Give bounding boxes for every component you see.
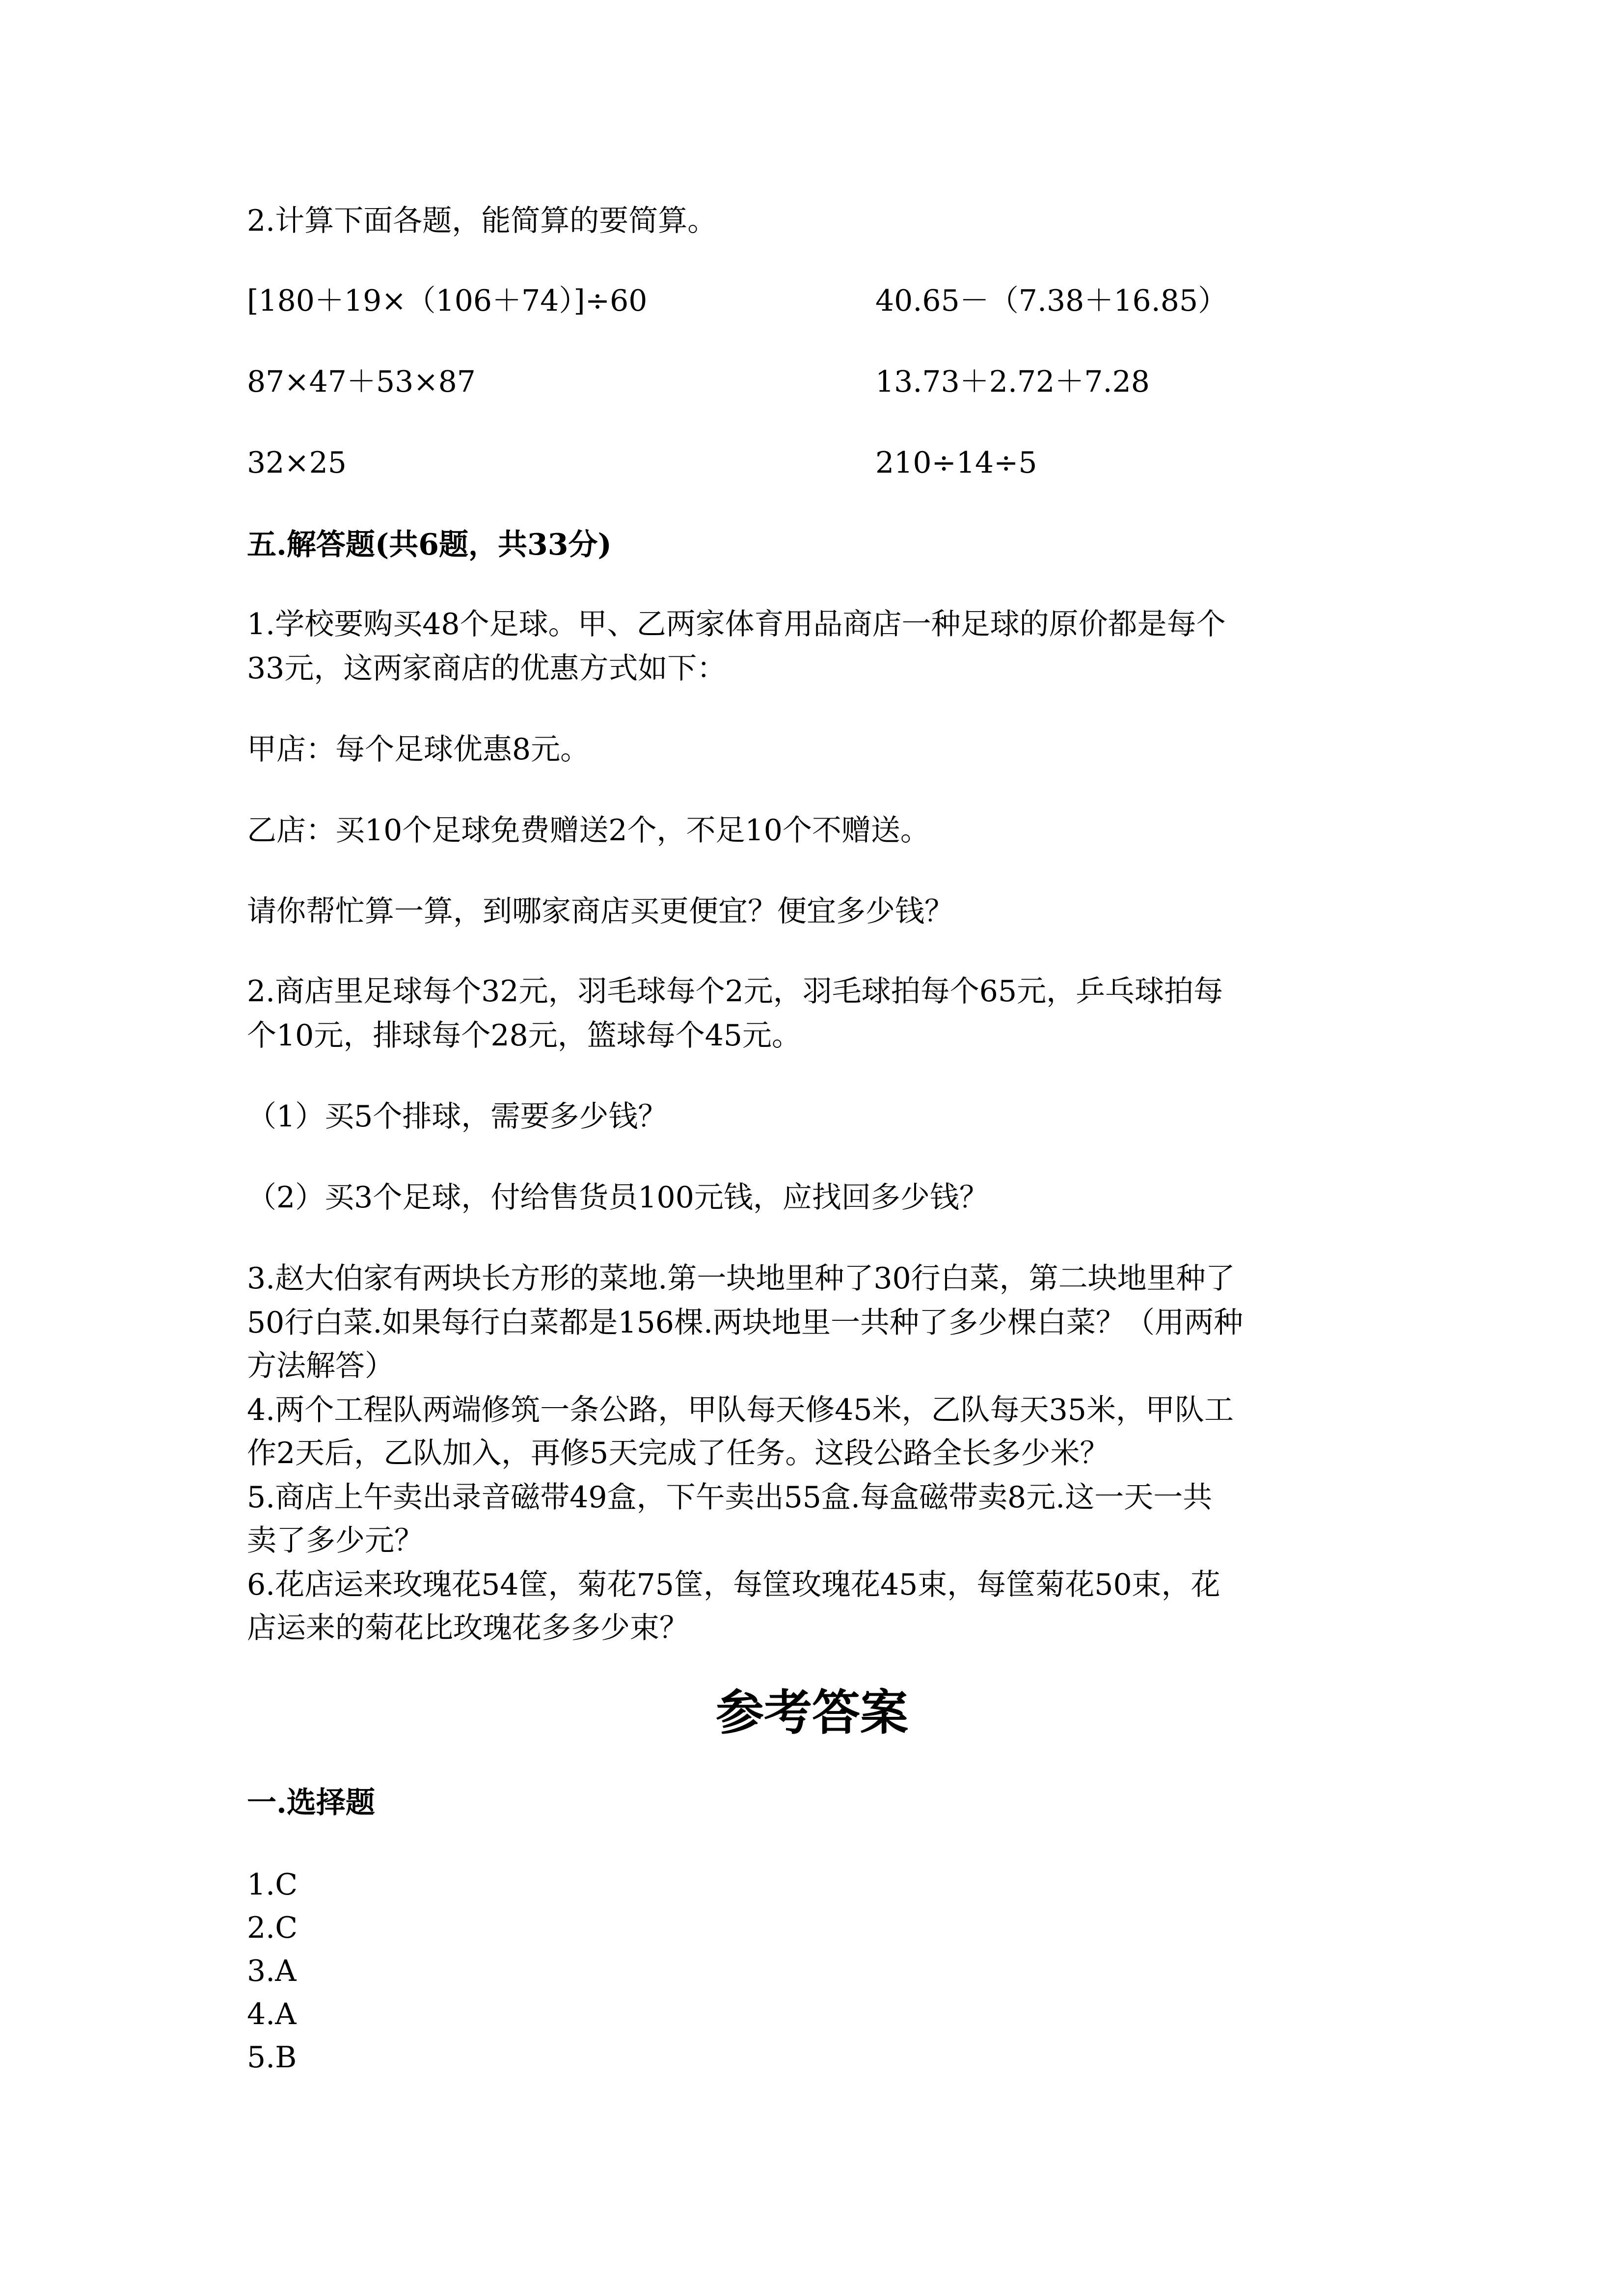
question-text: 1.学校要购买48个足球。甲、乙两家体育用品商店一种足球的原价都是每个 — [247, 607, 1226, 641]
answer-item: 2.C — [247, 1911, 298, 1945]
sub-question: （1）买5个排球，需要多少钱？ — [247, 1099, 668, 1134]
answer-item: 1.C — [247, 1868, 298, 1902]
question-text: 作2天后，乙队加入，再修5天完成了任务。这段公路全长多少米？ — [247, 1436, 1110, 1470]
answer-item: 3.A — [247, 1954, 297, 1988]
answer-item: 4.A — [247, 1997, 297, 2031]
sub-question: （2）买3个足球，付给售货员100元钱，应找回多少钱？ — [247, 1180, 989, 1215]
question-text: 50行白菜.如果每行白菜都是156棵.两块地里一共种了多少棵白菜？（用两种 — [247, 1306, 1244, 1340]
question-text: 5.商店上午卖出录音磁带49盒，下午卖出55盒.每盒磁带卖8元.这一天一共 — [247, 1480, 1213, 1515]
question-text: 店运来的菊花比玫瑰花多多少束？ — [247, 1611, 689, 1645]
answer-item: 5.B — [247, 2040, 297, 2075]
question-text: 乙店：买10个足球免费赠送2个，不足10个不赠送。 — [247, 813, 930, 848]
calc-item: 87×47＋53×87 — [247, 365, 476, 399]
question-text: 33元，这两家商店的优惠方式如下： — [247, 651, 727, 686]
calc-item: 210÷14÷5 — [875, 446, 1037, 480]
question-text: 2.商店里足球每个32元，羽毛球每个2元，羽毛球拍每个65元，乒乓球拍每 — [247, 974, 1223, 1009]
question-text: 甲店：每个足球优惠8元。 — [247, 732, 590, 767]
question-text: 个10元，排球每个28元，篮球每个45元。 — [247, 1018, 802, 1053]
question-text: 卖了多少元？ — [247, 1523, 424, 1558]
answers-section-heading: 一.选择题 — [247, 1786, 375, 1820]
question-prompt: 2.计算下面各题，能简算的要简算。 — [247, 204, 717, 238]
section-heading: 五.解答题(共6题，共33分) — [247, 528, 612, 562]
calc-item: [180＋19×（106＋74）]÷60 — [247, 284, 648, 318]
question-text: 3.赵大伯家有两块长方形的菜地.第一块地里种了30行白菜，第二块地里种了 — [247, 1261, 1235, 1296]
question-text: 方法解答） — [247, 1349, 394, 1383]
question-text: 请你帮忙算一算，到哪家商店买更便宜？便宜多少钱？ — [247, 894, 954, 929]
calc-item: 32×25 — [247, 446, 347, 480]
question-text: 6.花店运来玫瑰花54筐，菊花75筐，每筐玫瑰花45束，每筐菊花50束，花 — [247, 1568, 1220, 1602]
question-text: 4.两个工程队两端修筑一条公路，甲队每天修45米，乙队每天35米，甲队工 — [247, 1393, 1234, 1427]
calc-item: 40.65－（7.38＋16.85） — [875, 284, 1228, 318]
answers-title: 参考答案 — [715, 1684, 908, 1741]
calc-item: 13.73＋2.72＋7.28 — [875, 365, 1150, 399]
